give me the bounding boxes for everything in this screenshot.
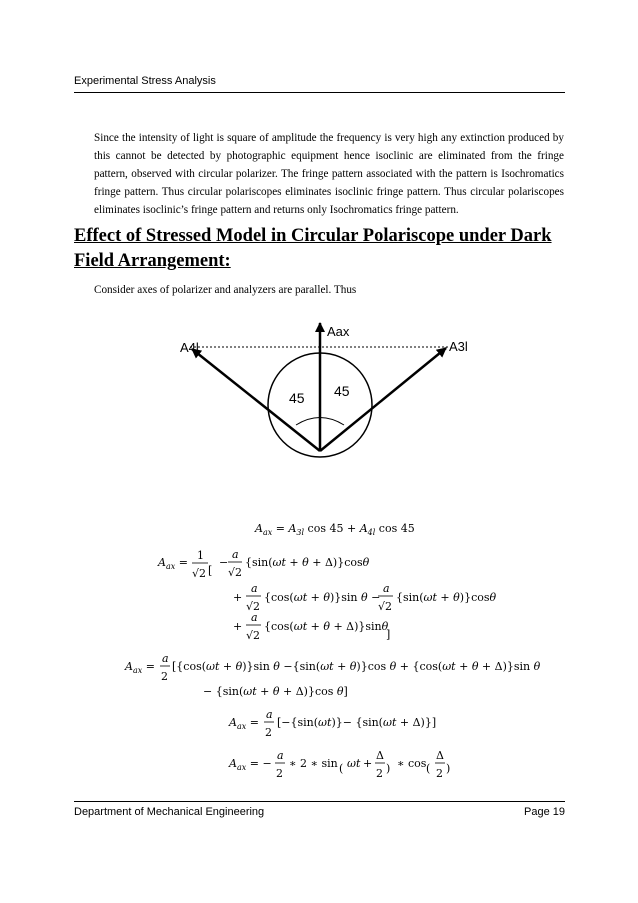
svg-text:[: [ — [208, 564, 213, 577]
svg-text:]: ] — [386, 628, 391, 641]
angle-right-label: 45 — [334, 383, 350, 399]
svg-text:+: + — [233, 591, 243, 604]
svg-text:a: a — [232, 548, 239, 561]
svg-text:√2: √2 — [246, 600, 261, 613]
label-a3l: A3l — [449, 339, 468, 354]
equation-4 — [228, 708, 436, 739]
svg-text:1: 1 — [197, 549, 204, 562]
equation-1 — [254, 522, 415, 537]
label-aax: Aax — [327, 324, 350, 339]
svg-text:2: 2 — [265, 726, 272, 739]
svg-text:2: 2 — [161, 670, 168, 683]
svg-text:a: a — [383, 582, 390, 595]
svg-text:a: a — [251, 611, 258, 624]
svg-text:a: a — [162, 652, 169, 665]
footer-page-number: Page 19 — [524, 806, 565, 818]
svg-text:2: 2 — [436, 767, 443, 780]
footer-department: Department of Mechanical Engineering — [74, 806, 265, 818]
label-a4l: A4l — [180, 340, 199, 355]
svg-text:∗ cos: ∗ cos — [397, 757, 427, 770]
svg-text:): ) — [386, 762, 391, 775]
svg-text:{sin(ωt + θ)}cosθ: {sin(ωt + θ)}cosθ — [396, 591, 497, 604]
angle-left-label: 45 — [289, 390, 305, 406]
svg-text:Aax = −: $A_{ax}$ = − — [229, 757, 272, 772]
svg-text:+: + — [233, 620, 243, 633]
svg-text:{cos(ωt + θ)}sin θ −: {cos(ωt + θ)}sin θ − — [264, 591, 381, 604]
svg-text:2: 2 — [276, 767, 283, 780]
svg-text:Aax =: $A_{ax}$ = — [229, 716, 259, 731]
footer-rule — [74, 801, 565, 802]
svg-text:(: ( — [426, 762, 431, 775]
svg-text:√2: √2 — [378, 600, 393, 613]
svg-text:Aax =: $A_{ax}$ = — [158, 556, 188, 571]
svg-text:√2: √2 — [228, 566, 243, 579]
svg-text:√2: √2 — [192, 567, 207, 580]
svg-text:[{cos(ωt + θ)}sin θ −{sin(ωt +: [{cos(ωt + θ)}sin θ −{sin(ωt + θ)}cos θ + {cos(ωt + θ + Δ)}sin θ — [172, 660, 541, 673]
svg-text:∗ 2 ∗ sin: ∗ 2 ∗ sin — [289, 757, 338, 770]
svg-text:a: a — [251, 582, 258, 595]
svg-text:Aax = A3l cos 45 + A4l cos 45: $A_{ax} = A_{3l}$ $\cos 45 + A_{4l}$ cos 45 — [255, 522, 415, 537]
svg-text:(: ( — [339, 762, 344, 775]
svg-text:Δ: Δ — [376, 749, 384, 762]
equation-3 — [124, 652, 541, 698]
svg-text:Aax =: $A_{ax}$ = — [125, 660, 155, 675]
svg-text:−: − — [219, 556, 229, 569]
running-header: Experimental Stress Analysis — [74, 75, 216, 87]
svg-text:): ) — [446, 762, 451, 775]
intro-sentence: Consider axes of polarizer and analyzers are parallel. Thus — [94, 284, 357, 296]
svg-text:2: 2 — [376, 767, 383, 780]
svg-text:{cos(ωt + θ + Δ)}sinθ: {cos(ωt + θ + Δ)}sinθ — [264, 620, 389, 633]
svg-text:− {sin(ωt + θ + Δ)}cos θ]: − {sin(ωt + θ + Δ)}cos θ] — [203, 685, 348, 698]
svg-text:ωt: ωt — [347, 757, 361, 770]
svg-text:a: a — [277, 749, 284, 762]
svg-text:[−{sin(ωt)}− {sin(ωt + Δ)}]: [−{sin(ωt)}− {sin(ωt + Δ)}] — [277, 716, 437, 729]
svg-text:+: + — [363, 757, 373, 770]
svg-text:Δ: Δ — [436, 749, 444, 762]
body-paragraph: Since the intensity of light is square of amplitude the frequency is very high any extinction produced by this cannot be detected by photographic equipment hence isoclinic are eliminated from the fringe pattern, observed with circular polarizer. The fringe pattern associated with the pattern is Isochromatics fringe pattern. Thus circular polariscopes eliminates isoclinic fringe pattern. Thus circular polariscopes eliminates isoclinic’s fringe pattern and returns only Isochromatics fringe pattern. — [94, 132, 564, 216]
section-heading: Effect of Stressed Model in Circular Polariscope under Dark Field Arrangement: — [74, 226, 552, 271]
equation-2 — [157, 548, 497, 642]
svg-text:√2: √2 — [246, 629, 261, 642]
svg-text:{sin(ωt + θ + Δ)}cosθ: {sin(ωt + θ + Δ)}cosθ — [245, 556, 370, 569]
svg-text:a: a — [266, 708, 273, 721]
equation-5 — [228, 749, 450, 780]
